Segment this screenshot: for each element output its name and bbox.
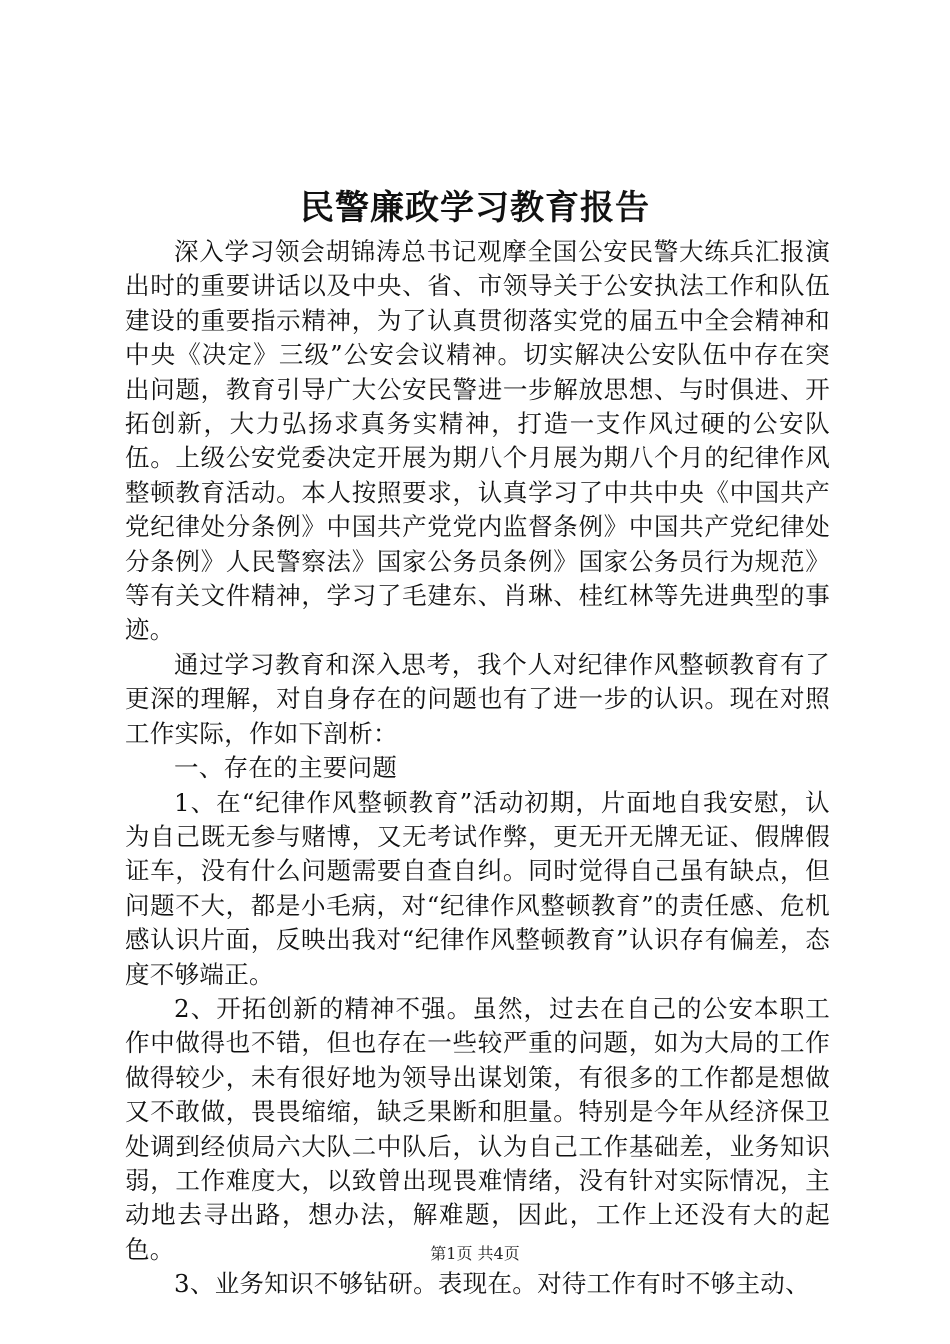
paragraph-intro: 深入学习领会胡锦涛总书记观摩全国公安民警大练兵汇报演出时的重要讲话以及中央、省、市领导关于公安执法工作和队伍建设的重要指示精神，为了认真贯彻落实党的届五中全会精神和中央《决定》三级”公安会议精神。切实解决公安队伍中存在突出问题，教育引导广大公安民警进一步解放思想、与时俱进、开拓创新，大力弘扬求真务实精神，打造一支作风过硬的公安队伍。上级公安党委决定开展为期八个月展为期八个月的纪律作风整顿教育活动。本人按照要求，认真学习了中共中央《中国共产党纪律处分条例》中国共产党党内监督条例》中国共产党纪律处分条例》人民警察法》国家公务员条例》国家公务员行为规范》等有关文件精神，学习了毛建东、肖琳、桂红林等先进典型的事迹。 <box>125 237 830 645</box>
paragraph-problem-3: 3、业务知识不够钻研。表现在。对待工作有时不够主动、 <box>174 1269 810 1299</box>
page-footer: 第1页 共4页 <box>430 1244 520 1263</box>
paragraph-problem-2: 2、开拓创新的精神不强。虽然，过去在自己的公安本职工作中做得也不错，但也存在一些较严重的问题，如为大局的工作做得较少，未有很好地为领导出谋划策，有很多的工作都是想做又不敢做，畏畏缩缩，缺乏果断和胆量。特别是今年从经济保卫处调到经侦局六大队二中队后，认为自己工作基础差，业务知识弱，工作难度大，以致曾出现畏难情绪，没有针对实际情况，主动地去寻出路，想办法，解难题，因此，工作上还没有大的起色。 <box>125 993 830 1264</box>
paragraph-reflection: 通过学习教育和深入思考，我个人对纪律作风整顿教育有了更深的理解，对自身存在的问题也有了进一步的认识。现在对照工作实际，作如下剖析： <box>125 649 830 748</box>
document-body <box>125 235 830 1302</box>
paragraph-problem-1: 1、在“纪律作风整顿教育”活动初期，片面地自我安慰，认为自己既无参与赌博，又无考试作弊，更无开无牌无证、假牌假证车，没有什么问题需要自查自纠。同时觉得自己虽有缺点，但问题不大，都是小毛病，对“纪律作风整顿教育”的责任感、危机感认识片面，反映出我对“纪律作风整顿教育”认识存有偏差，态度不够端正。 <box>125 787 830 989</box>
page-title: 民警廉政学习教育报告 <box>300 188 650 228</box>
section-heading-main-problems: 一、存在的主要问题 <box>174 753 398 783</box>
